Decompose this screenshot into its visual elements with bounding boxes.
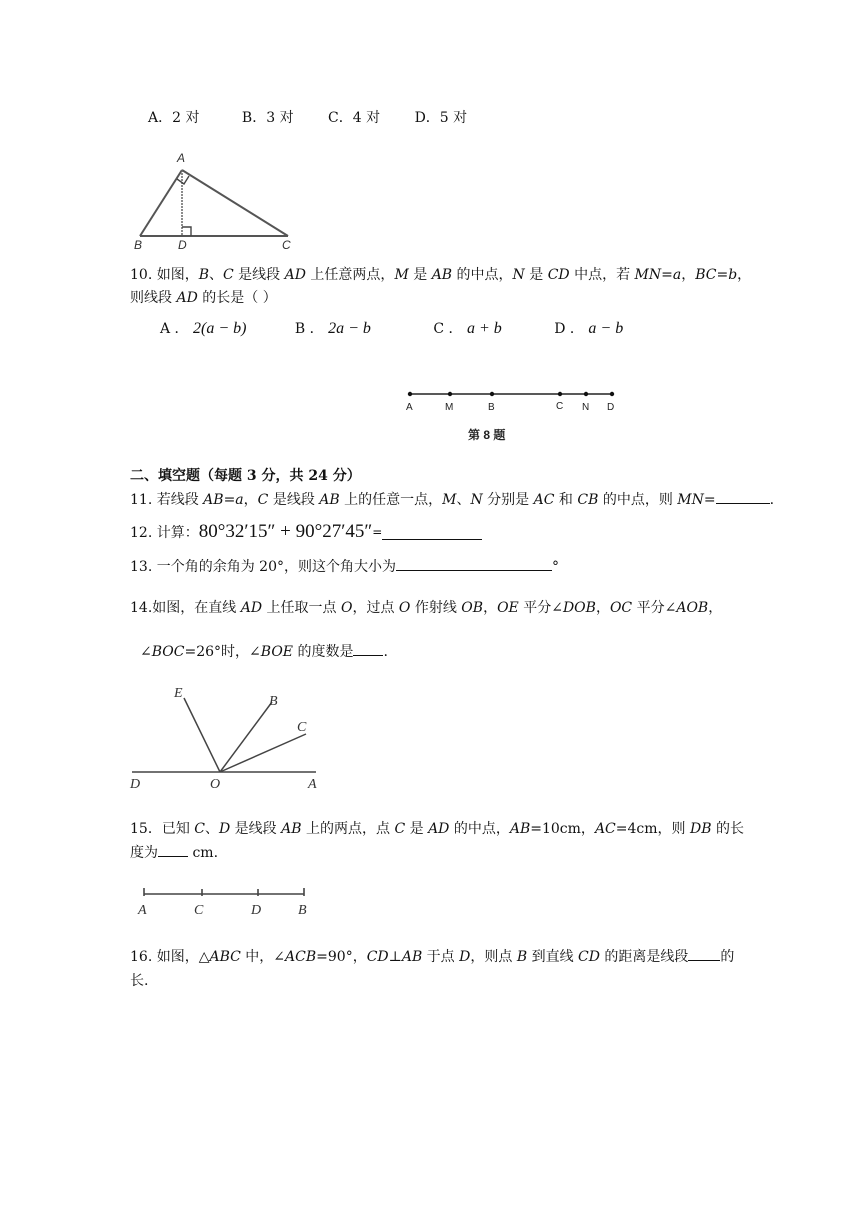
q14-line1 xyxy=(130,597,722,617)
q14-angle-figure xyxy=(128,680,323,795)
q10-option-c: a + b xyxy=(467,320,502,337)
q16-text: =90°， xyxy=(316,949,367,965)
q14-text: 平分∠ xyxy=(518,600,563,616)
q14-text: 平分∠ xyxy=(632,600,677,616)
q16-text: ，则点 xyxy=(470,949,517,965)
q14-text: OE xyxy=(497,600,519,616)
q11-text: AB xyxy=(319,492,340,508)
q15-text: D xyxy=(218,821,231,837)
q14-text: ， xyxy=(595,600,610,616)
label-c: C xyxy=(556,401,564,412)
answer-blank[interactable] xyxy=(353,641,383,656)
section-title: 二、填空题（每题 3 分，共 24 分） xyxy=(130,468,361,484)
q14-line2 xyxy=(140,641,388,661)
q10-text: ， xyxy=(681,267,696,283)
q15-text: 、 xyxy=(204,821,219,837)
figure-caption: 第 8 题 xyxy=(468,428,506,442)
q9-option-d: D．5 对 xyxy=(414,110,468,126)
q15-text: 的长 xyxy=(711,821,744,837)
answer-blank[interactable] xyxy=(688,946,720,961)
q13-line xyxy=(130,556,559,576)
q9-option-b: B．3 对 xyxy=(241,110,294,126)
q14-text: ，过点 xyxy=(352,600,399,616)
q15-text: C xyxy=(194,821,205,837)
label-d: D xyxy=(178,238,187,252)
q10-text: 则线段 xyxy=(130,290,177,306)
label-c: C xyxy=(194,903,204,918)
q11-text: ， xyxy=(243,492,258,508)
q9-options xyxy=(148,107,467,127)
q15-text: 度为 xyxy=(130,845,158,861)
label-a: A xyxy=(177,151,186,165)
q11-text: M xyxy=(442,492,457,508)
q15-line2 xyxy=(130,842,218,862)
q11-text: 11. 若线段 xyxy=(130,492,204,508)
label-c: C xyxy=(297,720,307,735)
q15-text: DB xyxy=(689,821,712,837)
q14-text: . xyxy=(383,644,388,660)
q16-text: 的距离是线段 xyxy=(599,949,689,965)
q14-text: O xyxy=(340,600,353,616)
label-d: D xyxy=(607,402,615,413)
q15-text: AC xyxy=(594,821,616,837)
q15-text: =4cm，则 xyxy=(615,821,690,837)
point-n xyxy=(584,392,588,396)
q14-text: BOC xyxy=(151,644,185,660)
q10-option-a: 2(a − b) xyxy=(193,320,247,337)
q16-line2: 长. xyxy=(130,973,149,989)
ray-oc xyxy=(220,734,306,772)
q11-line xyxy=(130,489,774,509)
q14-text: AD xyxy=(240,600,263,616)
q10-options xyxy=(160,318,623,338)
q11-text: MN xyxy=(677,492,704,508)
q14-text: ， xyxy=(708,600,723,616)
q10-text: 是线段 xyxy=(233,267,285,283)
q11-text: . xyxy=(769,492,775,508)
ray-oe xyxy=(184,698,220,772)
label-d: D xyxy=(130,777,141,792)
answer-blank[interactable] xyxy=(158,842,188,857)
label-m: M xyxy=(445,402,454,413)
q10-text: ， xyxy=(737,267,752,283)
label-a: A xyxy=(406,402,413,413)
q11-text: AB=a xyxy=(203,492,244,508)
q16-text: CD xyxy=(366,949,389,965)
q15-text: 的中点， xyxy=(449,821,510,837)
q15-segment-figure xyxy=(136,884,316,920)
q16-text: B xyxy=(516,949,528,965)
q11-text: 上的任意一点， xyxy=(339,492,443,508)
q14-text: AOB xyxy=(676,600,709,616)
q15-text: 15．已知 xyxy=(130,821,195,837)
q10-option-a-label: A ． xyxy=(160,321,189,337)
label-a: A xyxy=(138,903,147,918)
q13-text: 13. 一个角的余角为 20°，则这个角大小为 xyxy=(130,559,396,575)
q10-text: B xyxy=(198,267,210,283)
right-angle-mark-a xyxy=(177,176,189,184)
q11-text: C xyxy=(257,492,269,508)
q9-option-c: C．4 对 xyxy=(328,110,381,126)
q10-text: M xyxy=(394,267,409,283)
q11-text: CB xyxy=(577,492,599,508)
q14-text: O xyxy=(398,600,411,616)
q10-line1 xyxy=(130,264,751,284)
q15-text: 是线段 xyxy=(230,821,282,837)
segment-ba xyxy=(140,170,182,236)
q14-text: 的度数是 xyxy=(293,644,354,660)
label-o: O xyxy=(210,777,221,792)
q15-text: AB xyxy=(509,821,531,837)
label-c: C xyxy=(282,238,291,252)
q12-line xyxy=(130,521,482,543)
q10-option-b: 2a − b xyxy=(328,320,371,337)
q14-text: ∠ xyxy=(140,644,152,660)
segment-ac xyxy=(182,170,288,236)
q11-text: = xyxy=(703,492,716,508)
q10-option-d: a − b xyxy=(588,320,624,337)
q15-text: AB xyxy=(281,821,302,837)
q16-text: 16. 如图，△ xyxy=(130,949,210,965)
q10-text: 中点，若 xyxy=(569,267,635,283)
q13-text: ° xyxy=(551,559,559,575)
q10-text: 的长是（ ） xyxy=(197,290,277,306)
q11-text: 的中点，则 xyxy=(598,492,678,508)
q11-text: 、 xyxy=(456,492,471,508)
q16-text: ACB xyxy=(285,949,317,965)
q11-text: N xyxy=(470,492,483,508)
q14-text: ， xyxy=(483,600,498,616)
q10-text: N xyxy=(512,267,525,283)
point-c xyxy=(558,392,562,396)
label-b: B xyxy=(134,238,143,252)
q10-text: AD xyxy=(176,290,198,306)
q15-text: AD xyxy=(428,821,450,837)
label-b: B xyxy=(298,903,307,918)
q16-text: ABC xyxy=(209,949,241,965)
answer-blank[interactable] xyxy=(396,556,552,571)
q11-text: AC xyxy=(533,492,555,508)
q14-text: =26°时，∠ xyxy=(184,644,261,660)
q16-text: AB xyxy=(401,949,423,965)
point-b xyxy=(490,392,494,396)
q12-expression: 80°32′15″ + 90°27′45″ xyxy=(198,521,373,542)
q10-text: MN=a xyxy=(634,267,682,283)
q10-text: 是 xyxy=(408,267,432,283)
q16-text: D xyxy=(459,949,471,965)
point-a xyxy=(408,392,412,396)
q14-text: BOE xyxy=(260,644,294,660)
q10-number: 10. 如图， xyxy=(130,267,199,283)
label-d: D xyxy=(251,903,262,918)
q14-text: 14.如图，在直线 xyxy=(130,600,241,616)
q11-text: 是线段 xyxy=(268,492,320,508)
q15-line1 xyxy=(130,818,744,838)
label-n: N xyxy=(582,402,590,413)
q15-text: cm. xyxy=(188,845,219,861)
q16-text: 中，∠ xyxy=(240,949,286,965)
q15-text: 上的两点，点 xyxy=(301,821,395,837)
q10-text: C xyxy=(223,267,234,283)
q14-text: 上任取一点 xyxy=(262,600,341,616)
q14-text: 作射线 xyxy=(410,600,462,616)
q16-line1 xyxy=(130,946,734,966)
answer-blank[interactable] xyxy=(382,525,482,540)
q15-text: =10cm， xyxy=(530,821,595,837)
label-a: A xyxy=(308,777,317,792)
label-b: B xyxy=(488,402,495,413)
label-e: E xyxy=(174,686,183,701)
q16-text: CD xyxy=(578,949,600,965)
q10-option-d-label: D ． xyxy=(554,321,584,337)
q10-option-b-label: B ． xyxy=(294,321,324,337)
q10-text: 的中点， xyxy=(452,267,513,283)
right-angle-mark-d xyxy=(182,227,191,236)
q12-text: 12. 计算： xyxy=(130,525,199,541)
q14-text: DOB xyxy=(562,600,596,616)
q10-text: AB xyxy=(431,267,453,283)
answer-blank[interactable] xyxy=(716,489,770,504)
q11-text: 分别是 xyxy=(482,492,534,508)
q15-text: 是 xyxy=(405,821,429,837)
q10-option-c-label: C ． xyxy=(433,321,463,337)
q15-text: C xyxy=(394,821,406,837)
q16-text: 的 xyxy=(720,949,735,965)
q9-triangle-figure xyxy=(130,148,300,252)
q10-line2 xyxy=(130,287,277,307)
q10-text: 、 xyxy=(209,267,224,283)
q16-text: 到直线 xyxy=(527,949,579,965)
q10-text: 是 xyxy=(524,267,548,283)
q16-text: ⊥ xyxy=(388,949,402,965)
q10-segment-figure xyxy=(400,384,625,446)
q10-text: 上任意两点， xyxy=(305,267,395,283)
q10-text: AD xyxy=(284,267,306,283)
label-b: B xyxy=(269,694,278,709)
q10-text: CD xyxy=(547,267,570,283)
q14-text: OB xyxy=(461,600,484,616)
q16-text: 于点 xyxy=(422,949,460,965)
q10-text: BC=b xyxy=(695,267,738,283)
point-d xyxy=(610,392,614,396)
q9-option-a: A．2 对 xyxy=(148,110,200,126)
ray-ob xyxy=(220,702,272,772)
q12-text: = xyxy=(372,525,383,539)
q11-text: 和 xyxy=(554,492,578,508)
point-m xyxy=(448,392,452,396)
q14-text: OC xyxy=(609,600,633,616)
